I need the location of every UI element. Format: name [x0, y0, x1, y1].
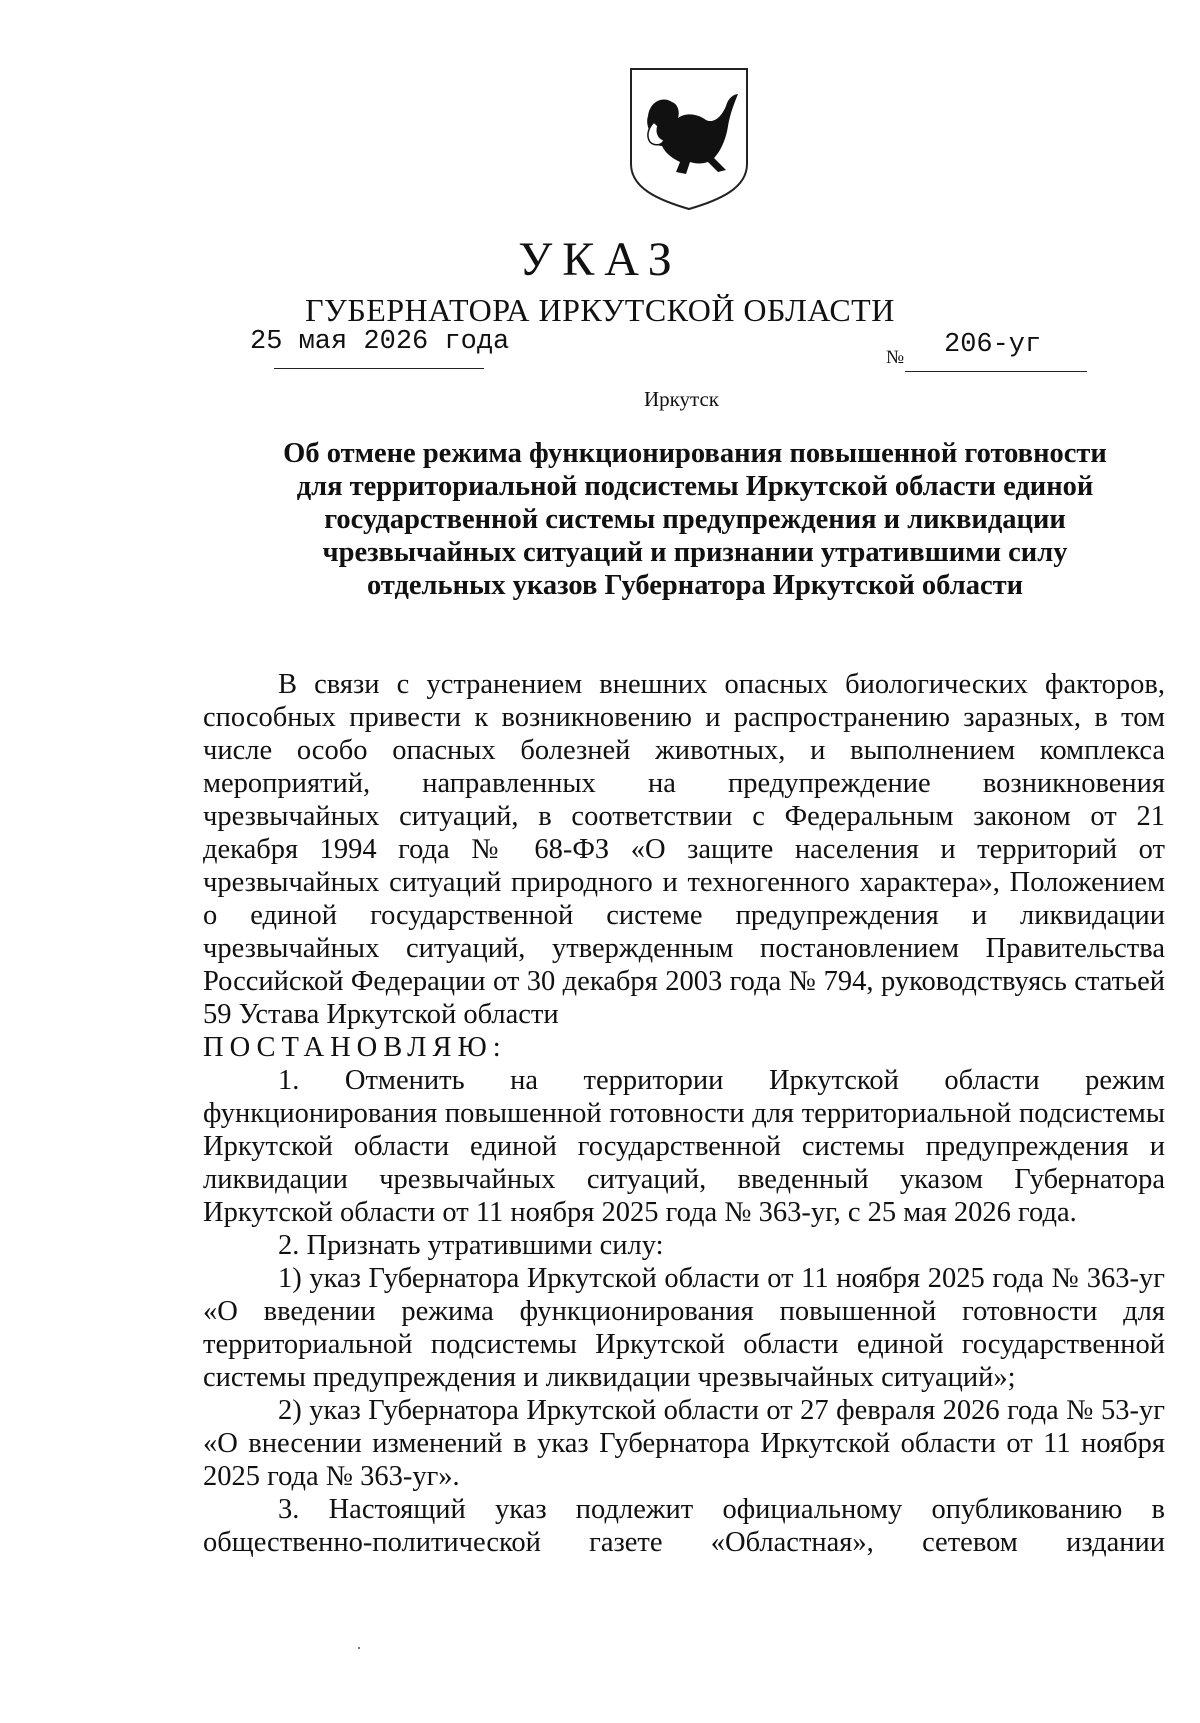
preamble-paragraph: В связи с устранением внешних опасных биологических факторов, способных привести к возникновению и распространению заразных, в том числе особо опасных болезней животных, и выполнением комплекса мероприятий, направленных на предупреждение возникновения чрезвычайных ситуаций, в соответствии с Федеральным законом от 21 декабря 1994 года № 68-ФЗ «О защите населения и территорий от чрезвычайных ситуаций природного и техногенного характера», Положением о единой государственной системе предупреждения и ликвидации чрезвычайных ситуаций, утвержденным постановлением Правительства Российской Федерации от 30 декабря 2003 года № 794, руководствуясь статьей 59 Устава Иркутской области	[203, 669, 1165, 1030]
document-body	[203, 668, 1165, 1559]
irkutsk-coat-of-arms-icon	[628, 66, 750, 212]
decree-word: ПОСТАНОВЛЯЮ:	[203, 1032, 507, 1063]
item-3-paragraph: 3. Настоящий указ подлежит официальному опубликованию в общественно-политической газете «Областная», сетевом издании	[203, 1494, 1165, 1558]
date-underline	[274, 368, 484, 369]
document-date: 25 мая 2026 года	[250, 327, 510, 357]
scan-speck	[358, 1647, 360, 1649]
document-city: Иркутск	[643, 387, 720, 411]
document-heading: Об отмене режима функционирования повышенной готовности для территориальной подсистемы Иркутской области единой государственной системы предупреждения и ликвидации чрезвычайных ситуаций и признании утратившими силу отдельных указов Губернатора Иркутской области	[283, 438, 1107, 601]
document-number: 206-уг	[944, 330, 1042, 360]
number-sign: №	[886, 347, 905, 368]
item-2-1-paragraph: 1) указ Губернатора Иркутской области от 11 ноября 2025 года № 363-уг «О введении режима функционирования повышенной готовности для территориальной подсистемы Иркутской области единой государственной системы предупреждения и ликвидации чрезвычайных ситуаций»;	[203, 1263, 1165, 1393]
number-underline	[905, 371, 1087, 372]
document-title: УКАЗ	[518, 233, 682, 286]
item-1-paragraph: 1. Отменить на территории Иркутской области режим функционирования повышенной готовности для территориальной подсистемы Иркутской области единой государственной системы предупреждения и ликвидации чрезвычайных ситуаций, введенный указом Губернатора Иркутской области от 11 ноября 2025 года № 363-уг, с 25 мая 2026 года.	[203, 1065, 1165, 1228]
item-2-2-paragraph: 2) указ Губернатора Иркутской области от 27 февраля 2026 года № 53-уг «О внесении изменений в указ Губернатора Иркутской области от 11 ноября 2025 года № 363-уг».	[203, 1395, 1165, 1492]
item-2-paragraph: 2. Признать утратившими силу:	[278, 1230, 664, 1261]
document-subtitle: ГУБЕРНАТОРА ИРКУТСКОЙ ОБЛАСТИ	[305, 292, 895, 328]
